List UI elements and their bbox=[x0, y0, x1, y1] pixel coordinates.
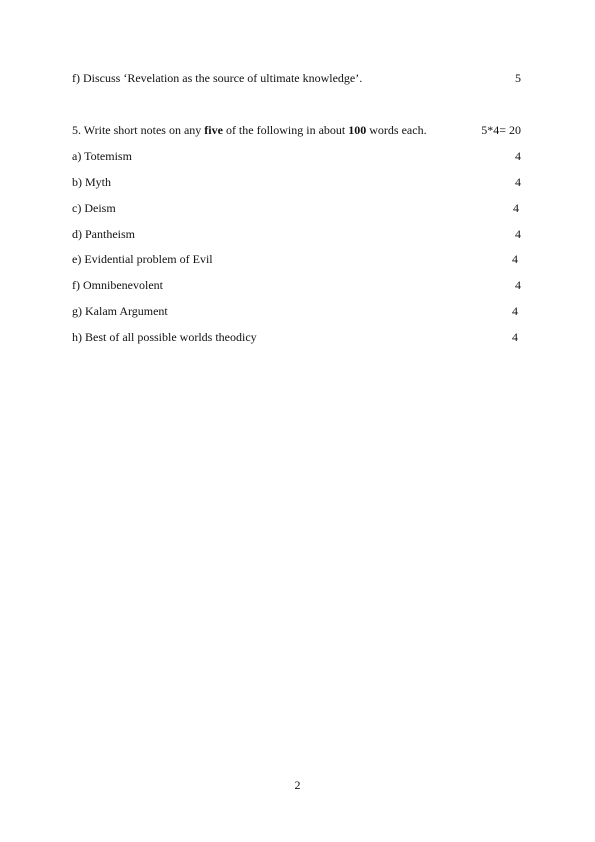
item-e-text: e) Evidential problem of Evil bbox=[72, 252, 213, 266]
item-b-text: b) Myth bbox=[72, 175, 111, 189]
item-h-marks: 4 bbox=[512, 330, 518, 344]
item-b-marks: 4 bbox=[515, 175, 521, 189]
list-item bbox=[0, 329, 595, 345]
item-g-text: g) Kalam Argument bbox=[72, 304, 168, 318]
question-5-count: five bbox=[204, 123, 223, 137]
list-item bbox=[0, 277, 595, 293]
item-d-marks: 4 bbox=[515, 227, 521, 241]
list-item bbox=[0, 148, 595, 164]
item-c-marks: 4 bbox=[513, 201, 519, 215]
question-5-suffix: words each. bbox=[366, 123, 427, 137]
item-d-text: d) Pantheism bbox=[72, 227, 135, 241]
question-5-prefix: 5. Write short notes on any bbox=[72, 123, 205, 137]
item-a-text: a) Totemism bbox=[72, 149, 132, 163]
question-5-middle: of the following in about bbox=[222, 123, 349, 137]
question-4f-row bbox=[0, 70, 595, 86]
question-5-row bbox=[0, 122, 595, 138]
item-h-text: h) Best of all possible worlds theodicy bbox=[72, 330, 257, 344]
question-5-word-count: 100 bbox=[348, 123, 367, 137]
item-f-marks: 4 bbox=[515, 278, 521, 292]
item-c-text: c) Deism bbox=[72, 201, 116, 215]
item-e-marks: 4 bbox=[512, 252, 518, 266]
list-item bbox=[0, 200, 595, 216]
item-f-text: f) Omnibenevolent bbox=[72, 278, 163, 292]
page-number: 2 bbox=[294, 778, 301, 792]
item-a-marks: 4 bbox=[515, 149, 521, 163]
list-item bbox=[0, 251, 595, 267]
item-g-marks: 4 bbox=[512, 304, 518, 318]
list-item bbox=[0, 174, 595, 190]
list-item bbox=[0, 226, 595, 242]
question-5-text bbox=[72, 122, 427, 138]
list-item bbox=[0, 303, 595, 319]
question-4f-text: f) Discuss ‘Revelation as the source of ultimate knowledge’. bbox=[72, 71, 363, 85]
question-5-marks: 5*4= 20 bbox=[481, 123, 521, 137]
question-4f-marks: 5 bbox=[515, 71, 521, 85]
